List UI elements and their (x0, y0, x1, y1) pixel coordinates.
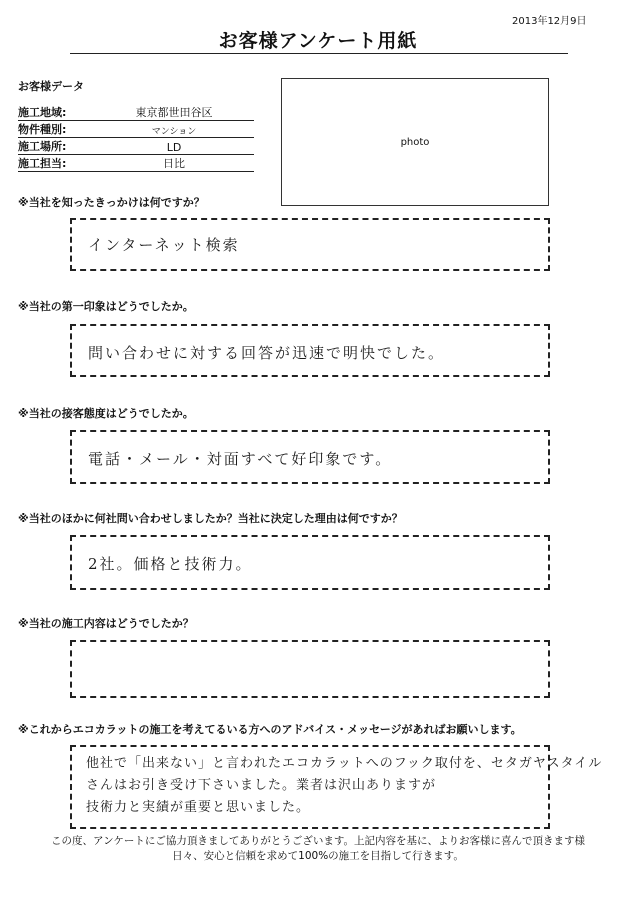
answer-box-2 (70, 324, 550, 377)
info-row (18, 155, 254, 172)
info-label: 施工担当: (18, 155, 94, 172)
info-value: 日比 (94, 155, 254, 172)
answer-box-advice (70, 745, 603, 829)
survey-date: 2013年12月9日 (512, 16, 587, 27)
info-row (18, 121, 254, 138)
customer-info-table (18, 104, 254, 172)
answer-box-4 (70, 535, 550, 590)
question-5: ※当社の施工内容はどうでしたか？ (18, 617, 194, 630)
answer-box-1 (70, 218, 550, 271)
info-row (18, 104, 254, 121)
photo-label: photo (400, 137, 430, 148)
advice-line: 他社で「出来ない」と言われたエコカラットへのフック取付を、セタガヤスタイル (86, 756, 603, 771)
advice-line: さんはお引き受け下さいました。業者は沢山ありますが (86, 778, 437, 793)
info-value: 東京都世田谷区 (94, 104, 254, 121)
customer-data-heading: お客様データ (18, 80, 84, 93)
info-label: 施工地域: (18, 104, 94, 121)
question-2: ※当社の第一印象はどうでしたか。 (18, 300, 194, 313)
answer-3: 電話・メール・対面すべて好印象です。 (88, 450, 393, 468)
question-4: ※当社のほかに何社問い合わせしましたか？当社に決定した理由は何ですか？ (18, 512, 403, 525)
page-title: お客様アンケート用紙 (218, 30, 418, 52)
info-label: 物件種別: (18, 121, 94, 138)
info-label: 施工場所: (18, 138, 94, 155)
footer-line: 日々、安心と信頼を求めて100%の施工を目指して行きます。 (172, 850, 464, 862)
info-value: マンション (94, 121, 254, 138)
answer-1: インターネット検索 (88, 236, 240, 254)
answer-advice (86, 753, 602, 819)
footer-line: この度、アンケートにご協力頂きましてありがとうございます。上記内容を基に、よりお客様に喜んで頂きます様 (50, 835, 586, 847)
question-advice: ※これからエコカラットの施工を考えてるいる方へのアドバイス・メッセージがあればお願いします。 (18, 723, 522, 736)
advice-line: 技術力と実績が重要と思いました。 (86, 800, 311, 815)
answer-4: 2社。価格と技術力。 (88, 555, 253, 573)
answer-2: 問い合わせに対する回答が迅速で明快でした。 (88, 344, 446, 362)
footer-message (0, 834, 636, 864)
question-1: ※当社を知ったきっかけは何ですか？ (18, 196, 205, 209)
answer-box-3 (70, 430, 550, 484)
question-3: ※当社の接客態度はどうでしたか。 (18, 407, 194, 420)
title-underline (70, 53, 568, 54)
answer-box-5 (70, 640, 550, 698)
info-value: LD (94, 138, 254, 155)
photo-frame (281, 78, 549, 206)
info-row (18, 138, 254, 155)
